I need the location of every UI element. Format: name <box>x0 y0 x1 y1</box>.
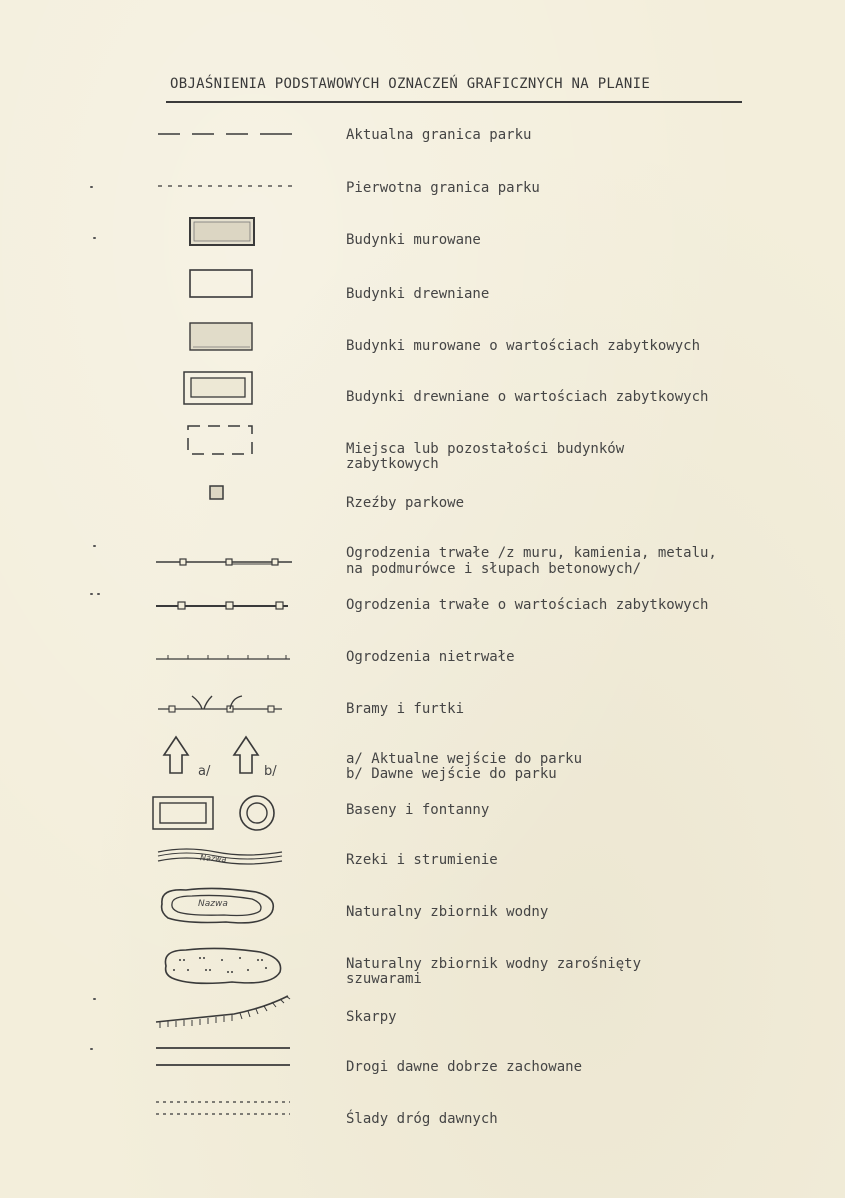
overgrown-water-body-symbol <box>160 944 286 990</box>
gates-symbol <box>156 690 286 718</box>
margin-speck <box>90 186 93 188</box>
entrance-marker-b: b/ <box>264 764 277 779</box>
margin-speck <box>93 237 96 239</box>
building-remains-symbol <box>186 424 258 458</box>
legend-label: Budynki drewniane <box>346 286 490 302</box>
legend-label: Skarpy <box>346 1009 397 1025</box>
legend-label: Rzeźby parkowe <box>346 495 465 511</box>
legend-label-line2: b/ Dawne wejście do parku <box>346 766 557 782</box>
legend-label: Miejsca lub pozostałości budynków <box>346 441 625 457</box>
margin-speck <box>93 545 96 547</box>
water-body-name-placeholder: Nazwa <box>198 899 228 909</box>
river-name-placeholder: Nazwa <box>199 853 227 864</box>
legend-label-line2: na podmurówce i słupach betonowych/ <box>346 561 642 577</box>
legend-label: Ślady dróg dawnych <box>346 1111 498 1127</box>
historic-brick-building-symbol <box>188 321 258 353</box>
escarpment-symbol <box>154 990 294 1030</box>
legend-label: Budynki murowane <box>346 232 481 248</box>
old-road-traces-symbol <box>154 1098 294 1118</box>
margin-speck <box>90 593 93 595</box>
pools-fountains-symbol <box>150 793 290 833</box>
legend-label: Budynki drewniane o wartościach zabytkowych <box>346 389 709 405</box>
sculpture-symbol <box>208 484 228 504</box>
margin-speck <box>90 1048 93 1050</box>
legend-label: Baseny i fontanny <box>346 802 490 818</box>
original-park-boundary-symbol <box>156 181 296 191</box>
temporary-fence-symbol <box>154 650 294 664</box>
margin-speck <box>93 998 96 1000</box>
document-title: OBJAŚNIENIA PODSTAWOWYCH OZNACZEŃ GRAFICZNYCH NA PLANIE <box>170 76 651 92</box>
legend-label: Naturalny zbiornik wodny <box>346 904 549 920</box>
legend-label: Naturalny zbiornik wodny zarośnięty <box>346 956 642 972</box>
current-park-boundary-symbol <box>156 128 296 140</box>
historic-wooden-building-symbol <box>182 370 258 406</box>
historic-fence-symbol <box>154 599 294 613</box>
wooden-building-symbol <box>188 268 258 300</box>
brick-building-symbol <box>188 216 258 248</box>
margin-speck <box>97 593 100 595</box>
legend-label: Ogrodzenia trwałe /z muru, kamienia, metalu, <box>346 545 717 561</box>
legend-label-line2: zabytkowych <box>346 456 439 472</box>
old-roads-preserved-symbol <box>154 1044 294 1070</box>
legend-label: a/ Aktualne wejście do parku <box>346 751 583 767</box>
legend-label: Ogrodzenia trwałe o wartościach zabytkowych <box>346 597 709 613</box>
legend-label: Pierwotna granica parku <box>346 180 540 196</box>
permanent-fence-symbol <box>154 555 294 569</box>
legend-label: Budynki murowane o wartościach zabytkowych <box>346 338 701 354</box>
legend-label-line2: szuwarami <box>346 971 422 987</box>
legend-label: Drogi dawne dobrze zachowane <box>346 1059 583 1075</box>
title-underline <box>166 101 742 103</box>
legend-label: Bramy i furtki <box>346 701 465 717</box>
legend-label: Aktualna granica parku <box>346 127 532 143</box>
legend-label: Rzeki i strumienie <box>346 852 498 868</box>
park-entrance-arrows-symbol <box>160 733 300 779</box>
entrance-marker-a: a/ <box>198 764 211 779</box>
legend-label: Ogrodzenia nietrwałe <box>346 649 515 665</box>
